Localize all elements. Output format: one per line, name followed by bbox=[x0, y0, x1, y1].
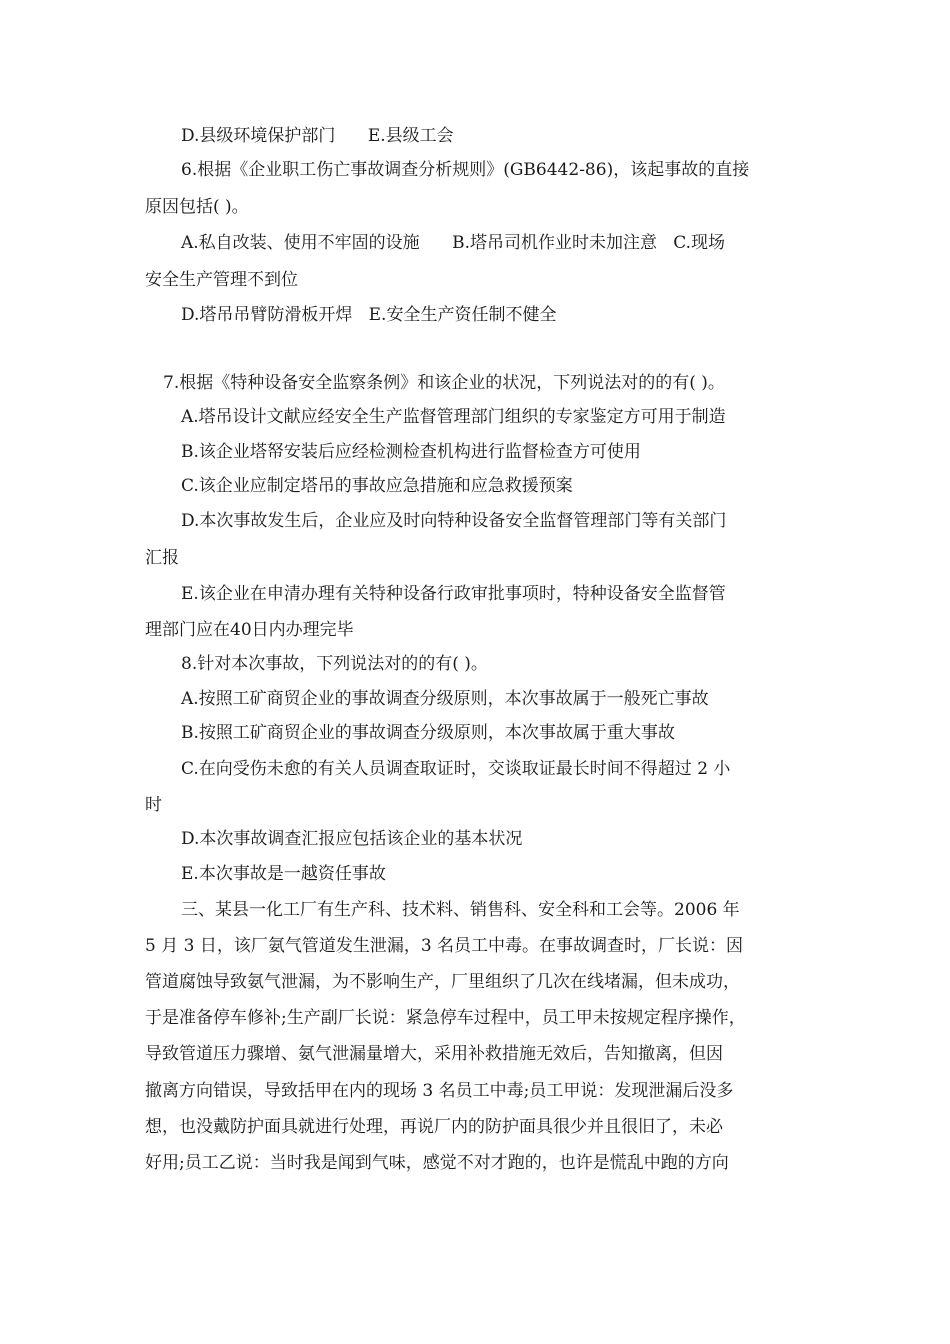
text-line: A.私自改装、使用不牢固的设施 B.塔吊司机作业时未加注意 C.现场 bbox=[181, 233, 726, 253]
text-line: 好用;员工乙说：当时我是闻到气味，感觉不对才跑的，也许是慌乱中跑的方向 bbox=[145, 1153, 729, 1173]
text-line: B.按照工矿商贸企业的事故调查分级原则，本次事故属于重大事故 bbox=[181, 723, 675, 743]
text-line: 管道腐蚀导致氨气泄漏，为不影响生产，厂里组织了几次在线堵漏，但未成功， bbox=[145, 972, 740, 992]
text-line: 于是准备停车修补;生产副厂长说：紧急停车过程中，员工甲未按规定程序操作， bbox=[145, 1008, 746, 1028]
text-line: 理部门应在40日内办理完毕 bbox=[145, 620, 354, 640]
text-line: A.按照工矿商贸企业的事故调查分级原则，本次事故属于一般死亡事故 bbox=[181, 689, 709, 709]
text-line: 6.根据《企业职工伤亡事故调查分析规则》(GB6442-86)，该起事故的直接 bbox=[181, 160, 750, 180]
text-line: 原因包括( )。 bbox=[145, 197, 249, 217]
text-line: 5 月 3 日，该厂氨气管道发生泄漏，3 名员工中毒。在事故调查时，厂长说：因 bbox=[145, 936, 744, 956]
text-line: D.塔吊吊臂防滑板开焊 E.安全生产资任制不健全 bbox=[181, 305, 557, 325]
text-line: D.县级环境保护部门 E.县级工会 bbox=[181, 126, 454, 146]
text-line: A.塔吊设计文献应经安全生产监督管理部门组织的专家鉴定方可用于制造 bbox=[181, 407, 726, 427]
text-line: D.本次事故调查汇报应包括该企业的基本状况 bbox=[181, 829, 523, 849]
text-line: 8.针对本次事故，下列说法对的的有( )。 bbox=[181, 654, 488, 674]
text-line: 汇报 bbox=[145, 548, 179, 568]
text-line: C.该企业应制定塔吊的事故应急措施和应急救援预案 bbox=[181, 476, 573, 496]
text-line: E.该企业在申清办理有关特种设备行政审批事项时，特种设备安全监督管 bbox=[181, 584, 726, 604]
text-line: 导致管道压力骤增、氨气泄漏量增大，采用补救措施无效后，告知撤离，但因 bbox=[145, 1044, 723, 1064]
text-line: D.本次事故发生后，企业应及时向特种设备安全监督管理部门等有关部门 bbox=[181, 511, 727, 531]
text-line: C.在向受伤未愈的有关人员调查取证时，交谈取证最长时间不得超过 2 小 bbox=[181, 759, 731, 779]
text-line: 时 bbox=[145, 795, 162, 815]
text-line: B.该企业塔帑安装后应经检测检查机构进行监督检查方可使用 bbox=[181, 442, 641, 462]
text-line: 想，也没戴防护面具就进行处理，再说厂内的防护面具很少并且很旧了，未必 bbox=[145, 1117, 723, 1137]
text-line: 安全生产管理不到位 bbox=[145, 270, 298, 290]
text-line: 三、某县一化工厂有生产科、技术料、销售科、安全科和工会等。2006 年 bbox=[181, 900, 740, 920]
text-line: E.本次事故是一越资任事故 bbox=[181, 864, 386, 884]
text-line: 7.根据《特种设备安全监察条例》和该企业的状况，下列说法对的的有( )。 bbox=[163, 373, 725, 393]
text-line: 撤离方向错误，导致括甲在内的现场 3 名员工中毒;员工甲说：发现泄漏后没多 bbox=[145, 1081, 734, 1101]
